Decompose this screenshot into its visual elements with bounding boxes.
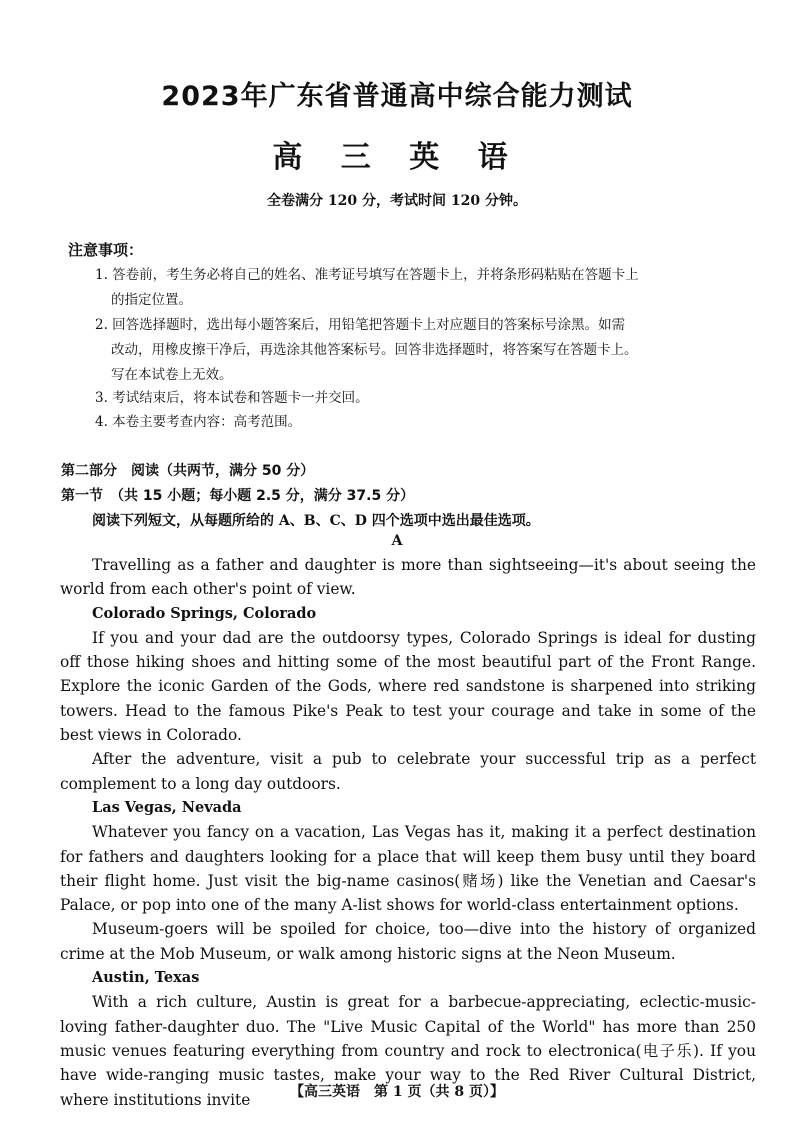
notice-item-3 [95, 386, 755, 411]
passage-paragraph: If you and your dad are the outdoorsy types, Colorado Springs is ideal for dusting off those hiking shoes and hitting some of the most beautiful part of the Front Range. Explore the iconic Garden of the Gods, where red sandstone is sharpened into striking towers. Head to the famous Pike's Peak to test your courage and take in some of the best views in Colorado. [60, 628, 756, 745]
place-heading: Las Vegas, Nevada [92, 798, 242, 816]
reading-passage [60, 553, 756, 1112]
notice-item-text: 3. 考试结束后，将本试卷和答题卡一并交回。 [95, 390, 369, 406]
passage-letter: A [391, 533, 403, 549]
notice-item-text: 1. 答卷前，考生务必将自己的姓名、准考证号填写在答题卡上，并将条形码粘贴在答题卡上 [95, 267, 639, 283]
notice-item-4 [95, 410, 755, 435]
notice-item-1 [95, 263, 755, 313]
notice-item-text: 4. 本卷主要考查内容：高考范围。 [95, 414, 302, 430]
notice-item-text: 写在本试卷上无效。 [111, 367, 233, 383]
notice-item-text: 改动，用橡皮擦干净后，再选涂其他答案标号。回答非选择题时，将答案写在答题卡上。 [111, 342, 638, 358]
notice-heading: 注意事项： [68, 241, 144, 259]
score-time-line: 全卷满分 120 分，考试时间 120 分钟。 [267, 193, 527, 209]
notice-item-2 [95, 313, 755, 388]
notice-item-text: 的指定位置。 [111, 292, 192, 308]
passage-paragraph: After the adventure, visit a pub to celebrate your successful trip as a perfect complement to a long day outdoors. [60, 750, 756, 793]
page-footer: 【高三英语 第 1 页（共 8 页）】 [290, 1084, 504, 1100]
place-heading: Austin, Texas [92, 969, 200, 987]
exam-title: 2023年广东省普通高中综合能力测试 [161, 81, 633, 112]
passage-intro: Travelling as a father and daughter is more than sightseeing—it's about seeing the world from each other's point of view. [60, 556, 756, 599]
passage-paragraph: Museum-goers will be spoiled for choice, too—dive into the history of organized crime at the Mob Museum, or walk among historic signs at the Neon Museum. [60, 920, 756, 963]
reading-instruction: 阅读下列短文，从每题所给的 A、B、C、D 四个选项中选出最佳选项。 [92, 513, 540, 529]
place-heading: Colorado Springs, Colorado [92, 604, 317, 622]
passage-paragraph: With a rich culture, Austin is great for a barbecue-appreciating, eclectic-music-loving father-daughter duo. The "Live Music Capital of the World" has more than 250 music venues featuring everything from country and rock to electronica(电子乐). If you have wide-ranging music tastes, make your way to the Red River Cultural District, where institutions invite [60, 993, 756, 1109]
notice-item-text: 2. 回答选择题时，选出每小题答案后，用铅笔把答题卡上对应题目的答案标号涂黑。如需 [95, 317, 626, 333]
part-heading: 第二部分 阅读（共两节，满分 50 分） [61, 463, 315, 479]
passage-paragraph: Whatever you fancy on a vacation, Las Vegas has it, making it a perfect destination for fathers and daughters looking for a place that will keep them busy until they board their flight home. Just visit the big-name casinos(赌场) like the Venetian and Caesar's Palace, or pop into one of the many A-list shows for world-class entertainment options. [60, 823, 756, 915]
subject-title: 高 三 英 语 [272, 140, 522, 175]
section-heading: 第一节 （共 15 小题；每小题 2.5 分，满分 37.5 分） [61, 488, 415, 504]
